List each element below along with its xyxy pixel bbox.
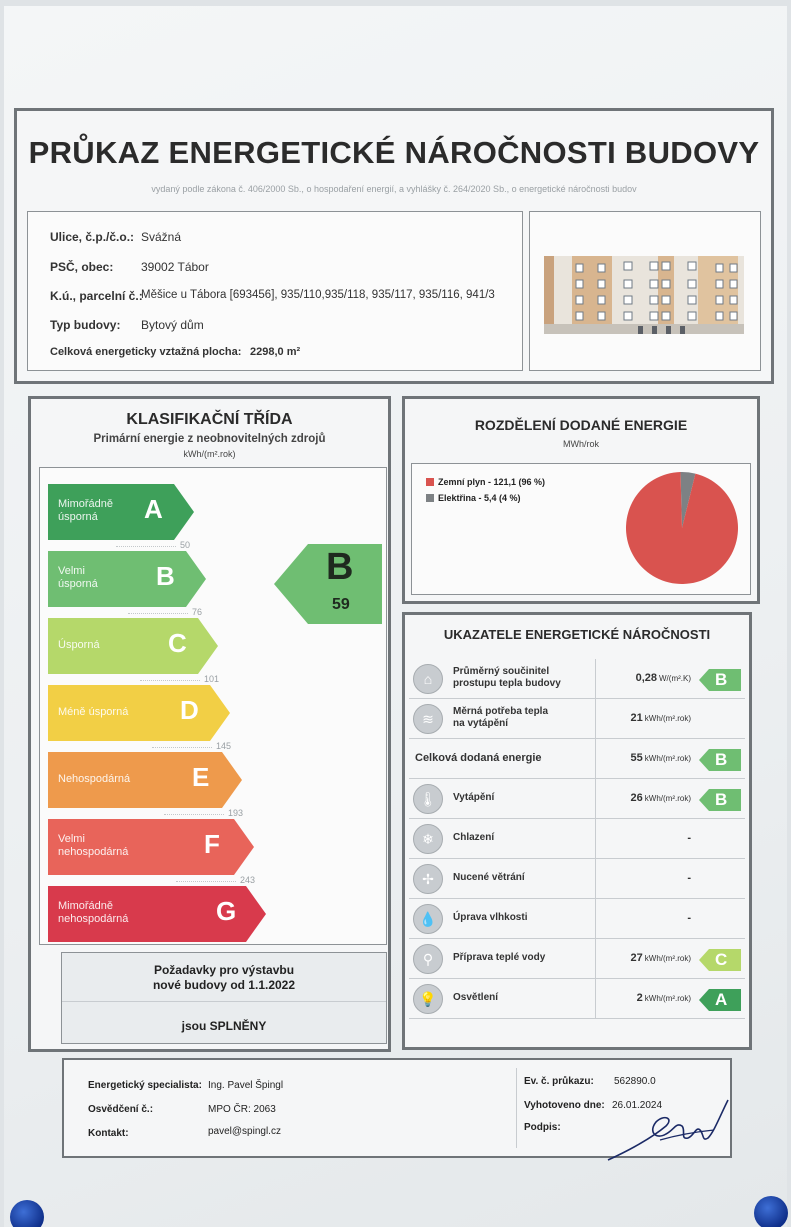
street-label: Ulice, č.p./č.o.: [50, 230, 135, 244]
ev-label: Ev. č. průkazu: [524, 1076, 594, 1087]
class-letter-f: F [204, 829, 220, 859]
indicator-unit: W/(m².K) [659, 674, 691, 683]
indicator-label [453, 666, 561, 690]
indicator-label [453, 952, 545, 964]
legend-item-electricity [426, 490, 545, 506]
indicators-title: UKAZATELE ENERGETICKÉ NÁROČNOSTI [443, 627, 711, 642]
indicator-value [595, 752, 691, 764]
indicator-label [453, 792, 494, 804]
heat-waves-icon: ≋ [413, 704, 443, 734]
legend-item-gas [426, 474, 545, 490]
indicator-label-line-1: Příprava teplé vody [453, 952, 546, 963]
class-label-line-1: Méně úsporná [58, 706, 129, 718]
contact-label: Kontakt: [88, 1128, 129, 1139]
requirement-result: jsou SPLNĚNY [181, 1019, 267, 1033]
indicator-value-number: 21 [630, 712, 643, 724]
area-value: 2298,0 m² [250, 346, 301, 358]
building-illustration-icon [538, 238, 752, 348]
specialist-value: Ing. Pavel Špingl [208, 1080, 284, 1091]
legend-swatch-gas [426, 478, 434, 486]
class-letter-e: E [192, 762, 210, 792]
indicator-class-badge [699, 989, 741, 1011]
indicator-label-line-1: Nucené větrání [453, 872, 525, 883]
type-value: Bytový dům [141, 318, 204, 332]
legend-label-gas: Zemní plyn - 121,1 (96 %) [438, 477, 546, 487]
cold-thermometer-icon: ❄ [413, 824, 443, 854]
distribution-legend [426, 474, 545, 506]
indicator-label-line-1: Průměrný součinitel [453, 666, 550, 677]
cert-label: Osvědčení č.: [88, 1104, 154, 1115]
zip-row [50, 260, 209, 274]
class-arrow-a [48, 484, 194, 540]
issued-value: 26.01.2024 [612, 1100, 663, 1111]
indicator-label [453, 706, 548, 730]
indicator-row [409, 979, 745, 1019]
indicator-class-letter: B [715, 750, 728, 769]
house-icon: ⌂ [413, 664, 443, 694]
result-class-letter: B [326, 546, 354, 588]
class-label-line-1: Úsporná [58, 639, 100, 651]
classification-title: KLASIFIKAČNÍ TŘÍDA [126, 411, 293, 428]
energy-scale [40, 468, 386, 944]
indicator-row [409, 859, 745, 899]
distribution-unit: MWh/rok [563, 439, 599, 449]
distribution-box [402, 396, 760, 604]
class-label-e [58, 773, 130, 786]
indicator-unit: kWh/(m².rok) [644, 794, 691, 803]
indicator-row [409, 739, 745, 779]
indicator-label [453, 832, 494, 844]
push-pin-right [754, 1196, 788, 1227]
classification-subtitle: Primární energie z neobnovitelných zdrojů [93, 433, 326, 445]
indicator-class-letter: B [715, 790, 728, 809]
indicator-value [595, 872, 691, 884]
indicator-row [409, 899, 745, 939]
zip-value: 39002 Tábor [141, 260, 209, 274]
result-class-arrow [274, 544, 382, 624]
indicator-row [409, 939, 745, 979]
indicator-label [453, 872, 525, 884]
indicator-value-number: 55 [630, 752, 643, 764]
requirements-panel [61, 952, 387, 1044]
contact-value: pavel@spingl.cz [208, 1126, 281, 1137]
class-threshold: 50 [180, 540, 191, 550]
fan-icon: ✢ [413, 864, 443, 894]
indicator-class-badge [699, 749, 741, 771]
area-row [50, 346, 301, 358]
thermometer-icon: 🌡 [413, 784, 443, 814]
class-label-line-1: Nehospodárná [58, 773, 131, 785]
indicator-class-letter: C [715, 950, 728, 969]
class-threshold: 193 [228, 808, 244, 818]
class-threshold: 76 [192, 607, 203, 617]
indicator-table [405, 653, 749, 1047]
page-title: PRŮKAZ ENERGETICKÉ NÁROČNOSTI BUDOVY [28, 135, 760, 170]
type-row [50, 318, 204, 332]
indicator-row [409, 779, 745, 819]
indicators-box [402, 612, 752, 1050]
classification-box [28, 396, 391, 1052]
indicator-row [409, 819, 745, 859]
building-image-box [529, 211, 761, 371]
signature-label: Podpis: [524, 1122, 561, 1133]
push-pin-left [10, 1200, 44, 1227]
indicator-class-letter: A [715, 990, 728, 1009]
class-arrow-b [48, 551, 206, 607]
indicator-row [409, 699, 745, 739]
class-arrow-f [48, 819, 254, 875]
class-label-b [58, 565, 98, 591]
indicator-row [409, 659, 745, 699]
faucet-icon: ⚲ [413, 944, 443, 974]
class-label-line-2: úsporná [58, 578, 98, 590]
street-value: Svážná [141, 230, 182, 244]
bulb-icon: 💡 [413, 984, 443, 1014]
indicator-class-badge [699, 669, 741, 691]
indicator-value [595, 792, 691, 804]
indicator-class-badge [699, 949, 741, 971]
ev-value: 562890.0 [614, 1076, 656, 1087]
class-label-f [58, 833, 128, 859]
zip-label: PSČ, obec: [50, 260, 114, 274]
header-box [14, 108, 774, 384]
indicator-value [595, 912, 691, 924]
droplet-icon: 💧 [413, 904, 443, 934]
indicator-value [595, 832, 691, 844]
class-arrow-e [48, 752, 242, 808]
indicator-value-number: - [687, 832, 691, 844]
class-label-d [58, 706, 128, 719]
indicator-unit: kWh/(m².rok) [644, 754, 691, 763]
class-arrow-g [48, 886, 266, 942]
class-threshold: 243 [240, 875, 256, 885]
indicator-label-line-1: Celková dodaná energie [415, 752, 542, 764]
requirement-line-2: nové budovy od 1.1.2022 [152, 978, 296, 992]
class-label-line-1: Mimořádně [58, 900, 114, 912]
result-class-value: 59 [332, 596, 350, 613]
class-letter-d: D [180, 695, 199, 725]
class-label-line-2: úsporná [58, 511, 98, 523]
class-label-line-1: Mimořádně [58, 498, 114, 510]
indicator-value [595, 672, 691, 684]
class-arrow-c [48, 618, 218, 674]
indicator-label-line-1: Chlazení [453, 832, 495, 843]
indicator-label-line-2: prostupu tepla budovy [453, 678, 561, 689]
indicator-label [415, 752, 542, 764]
signature-scribble-icon [604, 1096, 734, 1166]
class-label-a [58, 498, 113, 524]
indicator-value-number: 0,28 [635, 672, 657, 684]
indicator-value-number: 2 [636, 992, 643, 1004]
class-letter-c: C [168, 628, 187, 658]
energy-scale-panel [39, 467, 387, 945]
indicator-label-line-1: Úprava vlhkosti [453, 912, 528, 923]
cert-value: MPO ČR: 2063 [208, 1104, 276, 1115]
class-label-g [58, 900, 128, 926]
requirement-text [62, 963, 386, 993]
energy-pie-chart [622, 468, 742, 588]
legend-swatch-electricity [426, 494, 434, 502]
specialist-label: Energetický specialista: [88, 1080, 202, 1091]
indicator-label-line-1: Měrná potřeba tepla [453, 706, 549, 717]
indicator-label-line-1: Osvětlení [453, 992, 499, 1003]
distribution-panel [411, 463, 751, 595]
area-label: Celková energeticky vztažná plocha: [50, 346, 242, 358]
indicator-label-line-1: Vytápění [453, 792, 495, 803]
indicator-label [453, 992, 498, 1004]
parcel-value: Měšice u Tábora [693456], 935/110,935/118, 935/117, 935/116, 941/3 [141, 289, 495, 301]
class-label-c [58, 639, 100, 652]
indicator-value [595, 992, 691, 1004]
indicator-value [595, 712, 691, 724]
issued-label: Vyhotoveno dne: [524, 1100, 605, 1111]
legend-label-electricity: Elektřina - 5,4 (4 %) [438, 493, 521, 503]
indicator-unit: kWh/(m².rok) [644, 954, 691, 963]
classification-unit: kWh/(m².rok) [183, 449, 236, 459]
indicator-label [453, 912, 527, 924]
distribution-title: ROZDĚLENÍ DODANÉ ENERGIE [474, 417, 688, 433]
indicator-value-number: 26 [630, 792, 643, 804]
class-letter-b: B [156, 561, 175, 591]
parcel-row [50, 289, 495, 303]
indicator-class-letter: B [715, 670, 728, 689]
class-letter-g: G [216, 896, 237, 926]
class-label-line-2: nehospodárná [58, 913, 129, 925]
indicator-value [595, 952, 691, 964]
indicator-value-number: 27 [630, 952, 643, 964]
indicator-value-number: - [687, 872, 691, 884]
indicator-unit: kWh/(m².rok) [644, 994, 691, 1003]
footer-box [62, 1058, 732, 1158]
building-info-box [27, 211, 523, 371]
page-subtitle: vydaný podle zákona č. 406/2000 Sb., o hospodaření energií, a vyhlášky č. 264/2020 Sb., o energetické náročnosti budov [151, 184, 637, 194]
indicator-label-line-2: na vytápění [453, 718, 509, 729]
class-letter-a: A [144, 494, 163, 524]
type-label: Typ budovy: [50, 318, 121, 332]
parcel-label: K.ú., parcelní č.: [50, 289, 143, 303]
class-threshold: 145 [216, 741, 232, 751]
requirement-line-1: Požadavky pro výstavbu [153, 963, 295, 977]
class-label-line-2: nehospodárná [58, 846, 129, 858]
indicator-value-number: - [687, 912, 691, 924]
indicator-unit: kWh/(m².rok) [644, 714, 691, 723]
street-row [50, 230, 182, 244]
class-threshold: 101 [204, 674, 220, 684]
class-label-line-1: Velmi [58, 833, 85, 845]
class-arrow-d [48, 685, 230, 741]
indicator-class-badge [699, 789, 741, 811]
class-label-line-1: Velmi [58, 565, 85, 577]
